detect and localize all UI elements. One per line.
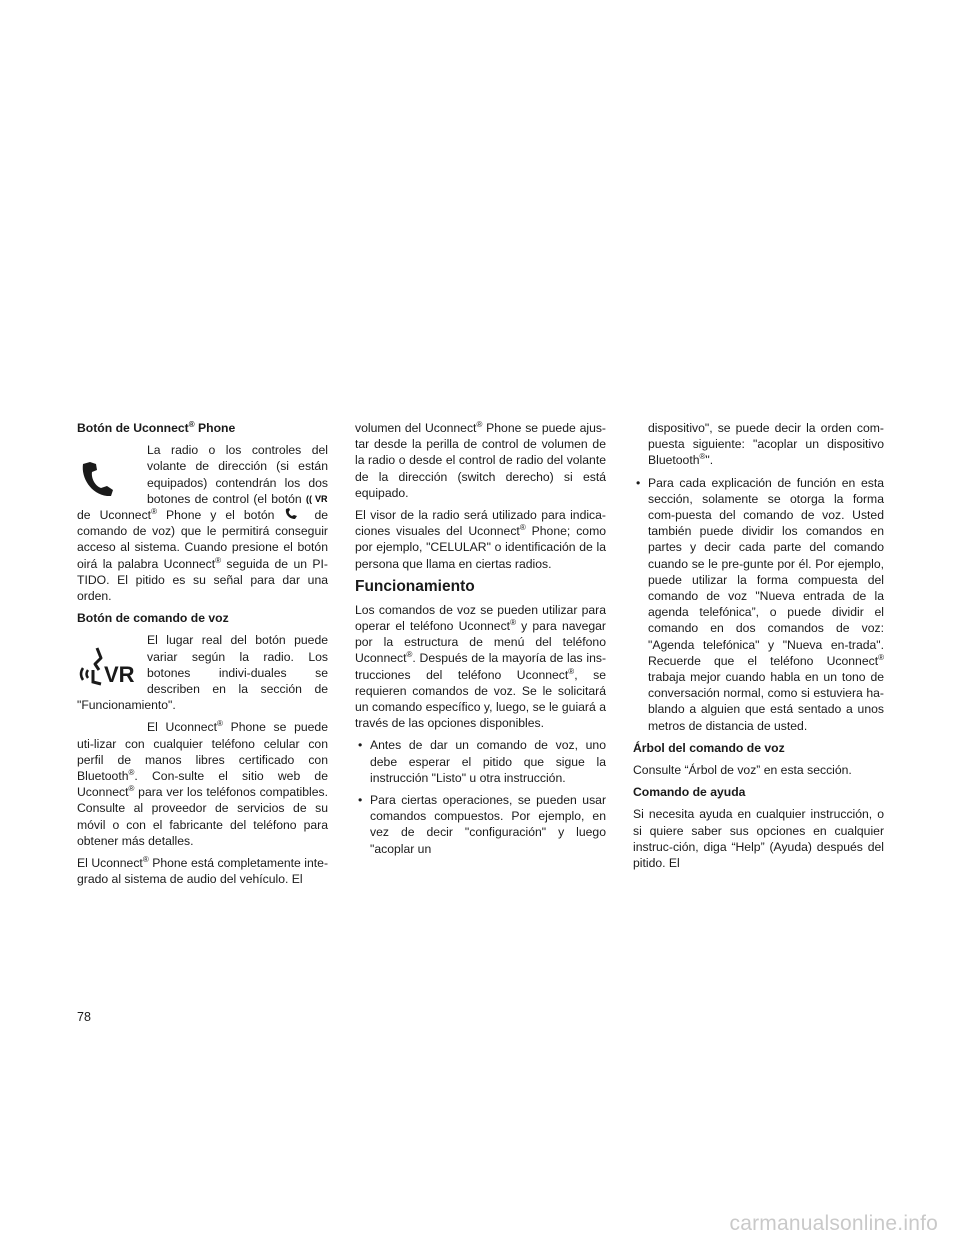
voice-command-section <box>77 632 328 719</box>
phone-inline-icon <box>283 508 305 520</box>
voice-command-button-heading: Botón de comando de voz <box>77 611 229 626</box>
voice-command-tree-heading: Árbol del comando de voz <box>633 740 785 755</box>
voice-button-location-paragraph: El lugar real del botón puede variar según la radio. Los botones indivi-duales se describen en la sección de "Funcionamiento". <box>77 633 328 713</box>
list-item: • Para ciertas operaciones, se pueden usar comandos compuestos. Por ejemplo, en vez de decir "configuración" y luego "acoplar un <box>358 793 606 856</box>
list-item: • Antes de dar un comando de voz, uno debe esperar el pitido que sigue la instrucción "Listo" u otra instrucción. <box>358 738 606 785</box>
svg-text:((: (( <box>306 493 312 504</box>
uconnect-compatibility-paragraph: El Uconnect® Phone se puede uti-lizar con cualquier teléfono celular con perfil de manos libres certificado con Bluetooth®. Con-sulte el sitio web de Uconnect® para ver los teléfonos compatibles. Consulte al proveedor de servicios de su móvil o con el fabricante del teléfono para obtener más detalles. <box>77 719 328 848</box>
column-1 <box>77 420 328 893</box>
radio-display-paragraph: El visor de la radio será utilizado para indica-ciones visuales del Uconnect® Phone; como por ejemplo, "CELULAR" o identificación de la persona que llama en ciertas radios. <box>355 508 607 571</box>
operation-paragraph: Los comandos de voz se pueden utilizar para operar el teléfono Uconnect® y para navegar por la estructura de menú del teléfono Uconnect®. Después de la mayoría de las ins-trucciones del teléfono Uconnect®, se requieren comandos de voz. Se le solicitará un comando específico y, luego, se le guiará a través de las opciones disponibles. <box>355 602 606 731</box>
voice-command-vr-icon <box>77 634 143 696</box>
uconnect-phone-button-heading: Botón de Uconnect® Phone <box>77 419 236 435</box>
compound-command-bullet-list <box>633 475 884 734</box>
help-command-heading: Comando de ayuda <box>633 785 746 800</box>
watermark: carmanualsonline.info <box>729 1212 938 1235</box>
svg-text:VR: VR <box>104 662 135 688</box>
voice-command-inline-icon <box>306 492 328 504</box>
uconnect-phone-section <box>77 442 328 610</box>
bullet-continuation: dispositivo", se puede decir la orden com-puesta siguiente: "acoplar un dispositivo Bluetooth®". <box>648 421 884 468</box>
uconnect-phone-paragraph: La radio o los controles del volante de dirección (si están equipados) contendrán los dos botones de control (el botón (( VR de Uconnect® Phone y el botón de comando de voz) que le permitirá conseguir acceso al sistema. Cuando presione el botón oirá la palabra Uconnect® seguida de un PI-TIDO. El pitido es su señal para dar una orden. <box>77 443 329 604</box>
phone-handset-icon <box>77 456 143 506</box>
volume-paragraph: volumen del Uconnect® Phone se puede ajus-tar desde la perilla de control de volumen de la radio o desde el control de radio del volante de la dirección (switch derecho) si está equipado. <box>355 419 606 500</box>
help-command-paragraph: Si necesita ayuda en cualquier instrucción, o si quiere saber sus opciones en cualquier instruc-ción, diga “Help” (Ayuda) después del pitido. El <box>633 807 884 871</box>
svg-text:VR: VR <box>315 493 328 504</box>
list-item: • Para cada explicación de función en esta sección, solamente se otorga la forma com-puesta del comando de voz. Usted también puede dividir los comandos en partes y decir cada parte del comando cuando se le pre-gunte por él. Por ejemplo, puede utilizar la forma compuesta del comando de voz "Nueva entrada de la agenda telefónica”, o puede dividir el comando en dos comandos de voz: "Agenda telefónica" y "Nueva en-trada". Recuerde que el teléfono Uconnect® trabaja mejor cuando habla en un tono de conversación normal, como si estuviera ha-blando a alguien que está sentado a unos metros de distancia de usted. <box>636 475 884 733</box>
column-2 <box>355 420 606 863</box>
voice-command-tree-paragraph: Consulte “Árbol de voz” en esta sección. <box>633 763 852 778</box>
uconnect-audio-paragraph: El Uconnect® Phone está completamente inte-grado al sistema de audio del vehículo. El <box>77 855 329 887</box>
operation-heading: Funcionamiento <box>355 577 475 595</box>
column-3 <box>633 420 884 877</box>
page-number: 78 <box>77 1010 91 1024</box>
operation-bullet-list <box>355 737 606 856</box>
